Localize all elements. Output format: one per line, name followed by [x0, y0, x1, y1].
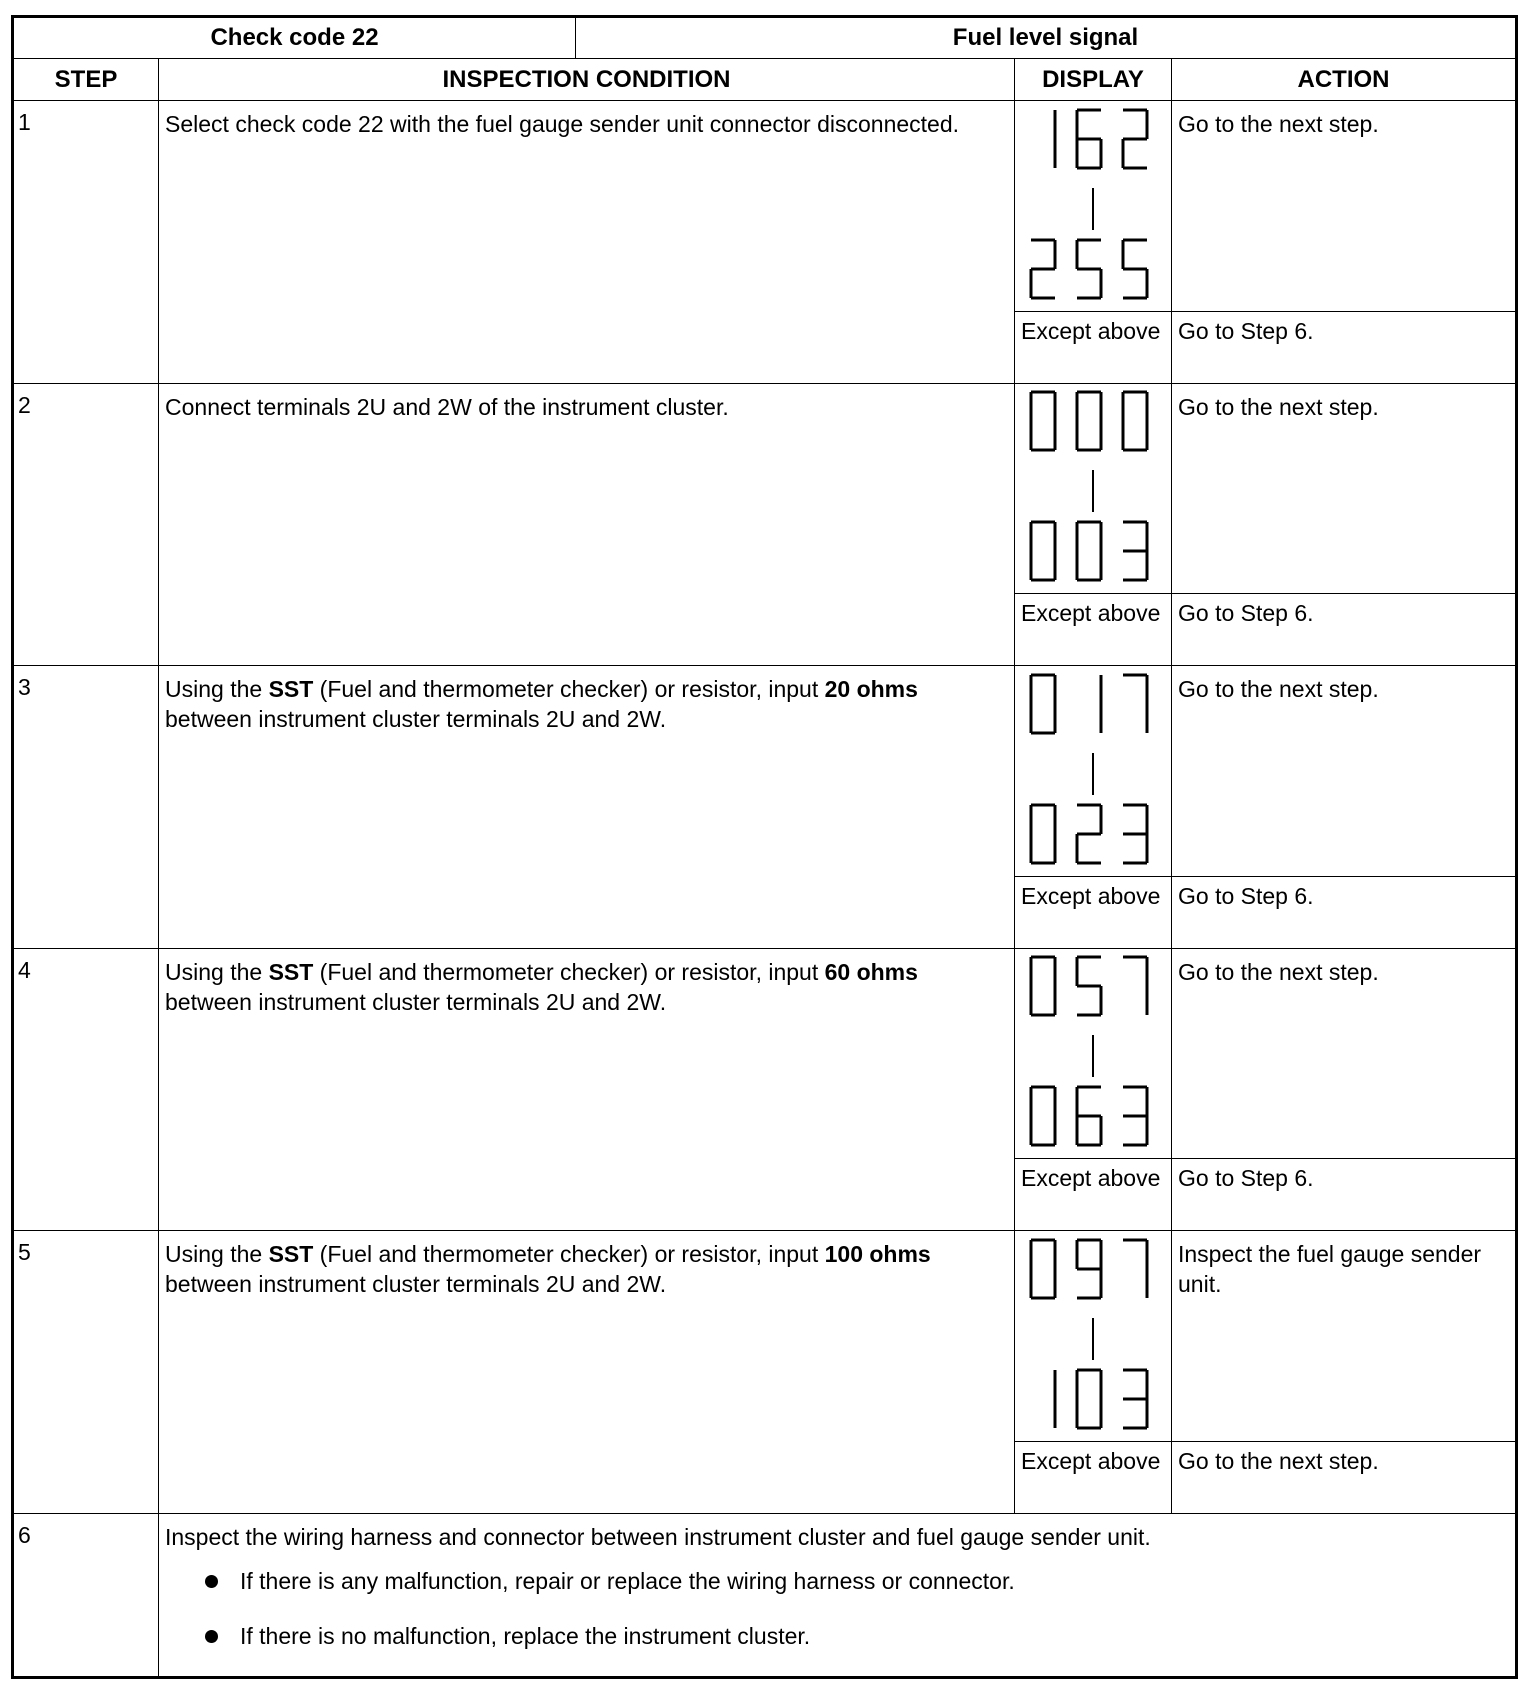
display-high-value: [1055, 1370, 1147, 1428]
seven-segment-digit: [1031, 957, 1055, 1015]
steps-body: [13, 101, 1517, 1514]
condition-emphasis: 100 ohms: [824, 1241, 931, 1268]
condition-text: (Fuel and thermometer checker) or resistor, input: [313, 958, 825, 985]
step-6-bullet-list: [205, 1566, 1509, 1651]
seven-segment-digit: [1077, 110, 1101, 168]
except-action: Go to the next step.: [1172, 1441, 1517, 1513]
condition-emphasis: SST: [268, 1241, 314, 1268]
step-6-condition: [159, 1513, 1517, 1677]
seven-segment-digit: [1077, 1087, 1101, 1145]
seven-segment-digit: [1031, 522, 1055, 580]
seven-segment-digit: [1031, 1087, 1055, 1145]
except-action: Go to Step 6.: [1172, 1159, 1517, 1231]
display-high-value: [1031, 522, 1147, 580]
except-label: Except above: [1015, 594, 1172, 666]
seven-segment-display: [1023, 951, 1163, 1155]
list-item: [205, 1566, 1509, 1596]
seven-segment-digit: [1123, 675, 1147, 733]
display-low-value: [1055, 110, 1147, 168]
bullet-text: If there is any malfunction, repair or replace the wiring harness or connector.: [240, 1567, 1015, 1594]
condition-text: Select check code 22 with the fuel gauge sender unit connector disconnected.: [165, 111, 960, 138]
condition-text: between instrument cluster terminals 2U and 2W.: [165, 988, 667, 1015]
step-row: [13, 383, 1517, 593]
check-code-22-table: [11, 15, 1518, 1679]
display-readout: [1015, 383, 1172, 593]
display-low-value: [1031, 1240, 1147, 1298]
seven-segment-digit: [1031, 805, 1055, 863]
seven-segment-digit: [1031, 675, 1055, 733]
condition-text: Using the: [165, 958, 269, 985]
seven-segment-digit: [1123, 805, 1147, 863]
column-header-inspection: INSPECTION CONDITION: [159, 59, 1015, 101]
column-header-step: STEP: [13, 59, 159, 101]
step-row: [13, 666, 1517, 876]
seven-segment-digit: [1031, 240, 1055, 298]
condition-text: (Fuel and thermometer checker) or resistor, input: [313, 676, 825, 703]
step-number: 5: [13, 1231, 159, 1514]
seven-segment-digit: [1077, 240, 1101, 298]
step-6-text: Inspect the wiring harness and connector between instrument cluster and fuel gauge sender unit.: [165, 1523, 1151, 1550]
condition-text: Using the: [165, 676, 269, 703]
seven-segment-digit: [1077, 1240, 1101, 1298]
seven-segment-display: [1023, 104, 1163, 308]
step-row: [13, 1231, 1517, 1441]
condition-text: Using the: [165, 1241, 269, 1268]
display-readout: [1015, 1231, 1172, 1441]
display-readout: [1015, 948, 1172, 1158]
step-number: 4: [13, 948, 159, 1231]
column-header-display: DISPLAY: [1015, 59, 1172, 101]
bullet-icon: [205, 1630, 218, 1643]
condition-text: (Fuel and thermometer checker) or resistor, input: [313, 1241, 825, 1268]
action-text: Go to the next step.: [1172, 383, 1517, 593]
action-text: Go to the next step.: [1172, 101, 1517, 311]
seven-segment-digit: [1031, 392, 1055, 450]
code-title: Check code 22: [13, 17, 576, 59]
seven-segment-digit: [1077, 805, 1101, 863]
inspection-condition: [159, 383, 1015, 666]
step-row: [13, 948, 1517, 1158]
condition-text: Connect terminals 2U and 2W of the instrument cluster.: [165, 393, 729, 420]
seven-segment-digit: [1123, 240, 1147, 298]
except-label: Except above: [1015, 876, 1172, 948]
seven-segment-display: [1023, 386, 1163, 590]
seven-segment-digit: [1123, 392, 1147, 450]
inspection-condition: [159, 948, 1015, 1231]
seven-segment-display: [1023, 1234, 1163, 1438]
condition-emphasis: SST: [268, 958, 314, 985]
seven-segment-digit: [1123, 1240, 1147, 1298]
display-readout: [1015, 101, 1172, 311]
condition-emphasis: 60 ohms: [824, 958, 918, 985]
condition-emphasis: 20 ohms: [824, 676, 918, 703]
bullet-text: If there is no malfunction, replace the instrument cluster.: [240, 1622, 811, 1649]
step-row: [13, 101, 1517, 311]
action-text: Inspect the fuel gauge sender unit.: [1172, 1231, 1517, 1441]
condition-text: between instrument cluster terminals 2U and 2W.: [165, 706, 667, 733]
display-low-value: [1031, 957, 1147, 1015]
seven-segment-digit: [1123, 957, 1147, 1015]
action-text: Go to the next step.: [1172, 666, 1517, 876]
list-item: [205, 1621, 1509, 1651]
except-action: Go to Step 6.: [1172, 594, 1517, 666]
display-readout: [1015, 666, 1172, 876]
condition-text: between instrument cluster terminals 2U and 2W.: [165, 1271, 667, 1298]
column-header-action: ACTION: [1172, 59, 1517, 101]
step-6-row: [13, 1513, 1517, 1677]
seven-segment-digit: [1077, 392, 1101, 450]
seven-segment-digit: [1077, 522, 1101, 580]
signal-title: Fuel level signal: [576, 17, 1517, 59]
condition-emphasis: SST: [268, 676, 314, 703]
display-low-value: [1031, 392, 1147, 450]
action-text: Go to the next step.: [1172, 948, 1517, 1158]
seven-segment-digit: [1123, 1370, 1147, 1428]
seven-segment-digit: [1123, 110, 1147, 168]
except-label: Except above: [1015, 311, 1172, 383]
seven-segment-digit: [1123, 1087, 1147, 1145]
except-label: Except above: [1015, 1441, 1172, 1513]
seven-segment-digit: [1123, 522, 1147, 580]
except-action: Go to Step 6.: [1172, 311, 1517, 383]
bullet-icon: [205, 1575, 218, 1588]
display-low-value: [1031, 675, 1147, 733]
except-label: Except above: [1015, 1159, 1172, 1231]
step-number: 1: [13, 101, 159, 384]
seven-segment-digit: [1077, 1370, 1101, 1428]
except-action: Go to Step 6.: [1172, 876, 1517, 948]
seven-segment-digit: [1031, 1240, 1055, 1298]
step-number: 6: [13, 1513, 159, 1677]
inspection-condition: [159, 1231, 1015, 1514]
seven-segment-display: [1023, 669, 1163, 873]
inspection-condition: [159, 101, 1015, 384]
seven-segment-digit: [1077, 957, 1101, 1015]
step-number: 3: [13, 666, 159, 949]
inspection-condition: [159, 666, 1015, 949]
step-number: 2: [13, 383, 159, 666]
display-high-value: [1031, 805, 1147, 863]
display-high-value: [1031, 240, 1147, 298]
display-high-value: [1031, 1087, 1147, 1145]
